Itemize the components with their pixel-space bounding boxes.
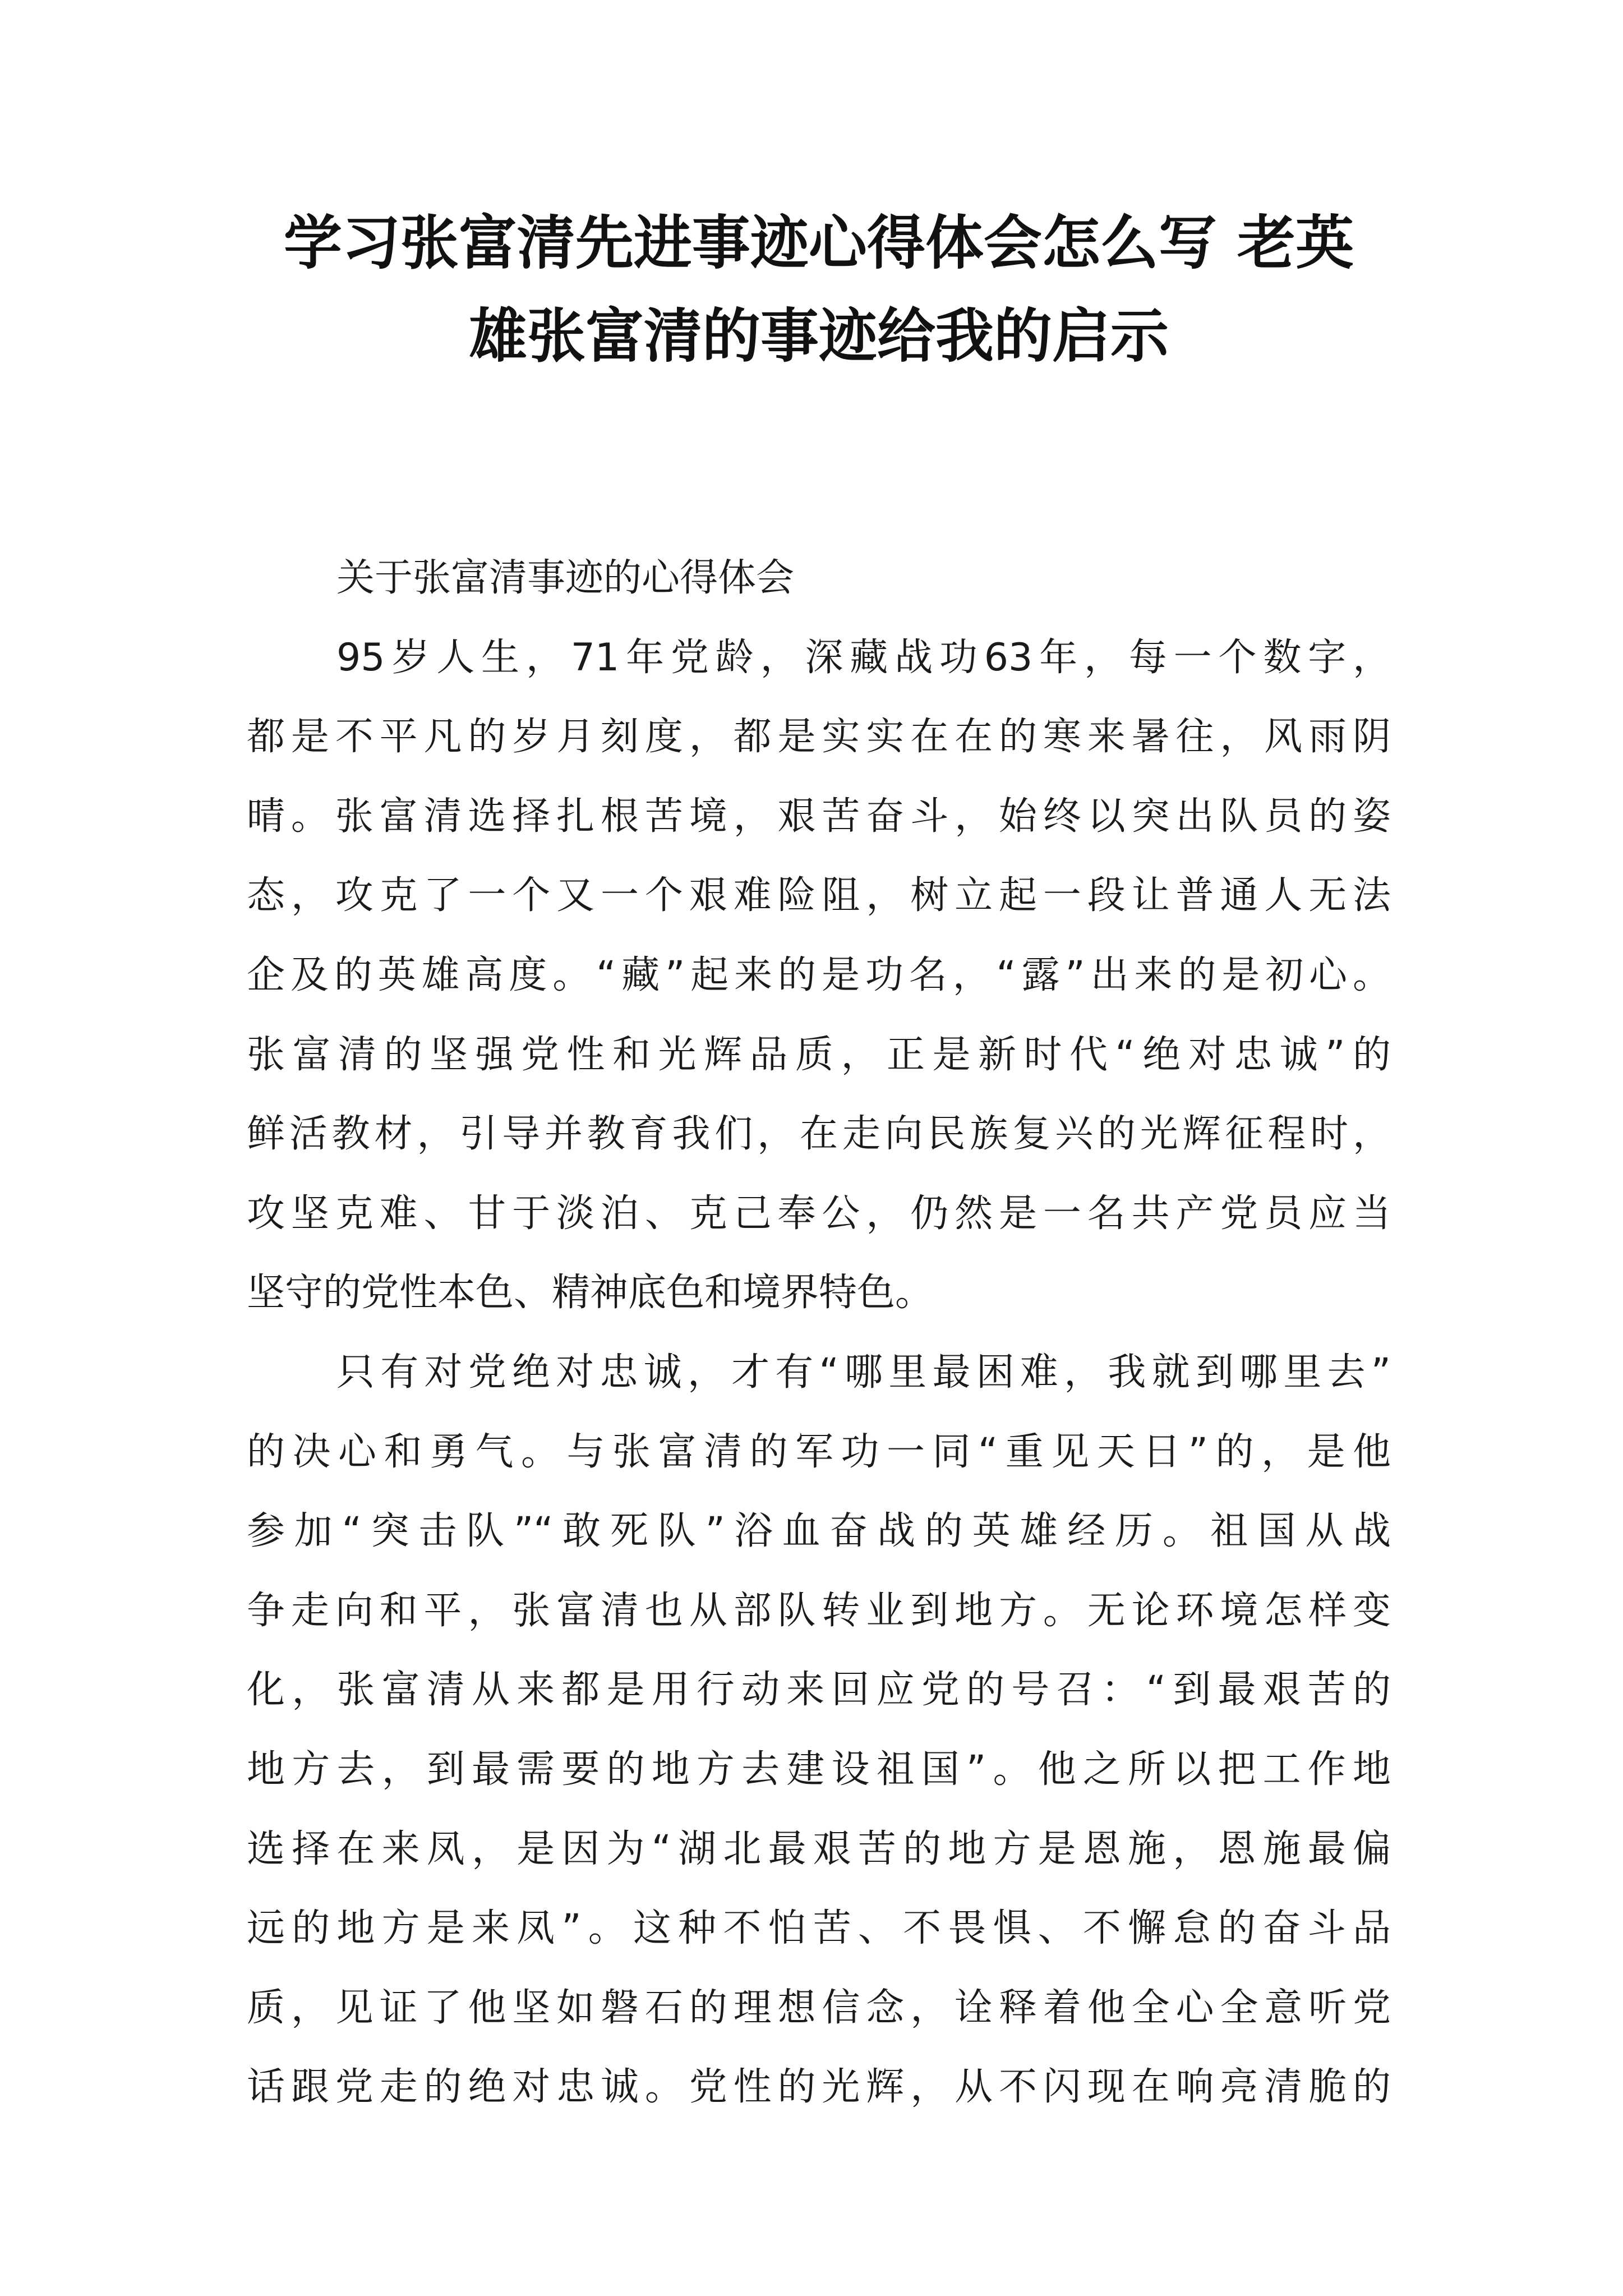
paragraph-line: 化，张富清从来都是用行动来回应党的号召：“到最艰苦的 (247, 1668, 1391, 1713)
paragraph-line: 坚守的党性本色、精神底色和境界特色。 (247, 1271, 934, 1315)
document-title (247, 196, 1391, 383)
paragraph-line: 质，见证了他坚如磐石的理想信念，诠释着他全心全意听党 (247, 1985, 1391, 2030)
paragraph-line: 95岁人生，71年党龄，深藏战功63年，每一个数字， (336, 635, 1391, 680)
paragraph-line: 争走向和平，张富清也从部队转业到地方。无论环境怎样变 (247, 1588, 1391, 1633)
title-line-1: 学习张富清先进事迹心得体会怎么写 老英 (283, 208, 1354, 277)
paragraph-line: 鲜活教材，引导并教育我们，在走向民族复兴的光辉征程时， (247, 1112, 1391, 1157)
paragraph-line: 选择在来凤，是因为“湖北最艰苦的地方是恩施，恩施最偏 (247, 1826, 1391, 1871)
paragraph-2 (247, 1333, 1391, 2127)
paragraph-line: 攻坚克难、甘于淡泊、克己奉公，仍然是一名共产党员应当 (247, 1191, 1391, 1236)
paragraph-line: 态，攻克了一个又一个艰难险阻，树立起一段让普通人无法 (247, 873, 1391, 918)
paragraph-line: 只有对党绝对忠诚，才有“哪里最困难，我就到哪里去” (336, 1350, 1391, 1395)
paragraph-1 (247, 618, 1391, 1333)
subtitle: 关于张富清事迹的心得体会 (336, 556, 795, 600)
paragraph-line: 企及的英雄高度。“藏”起来的是功名，“露”出来的是初心。 (247, 953, 1391, 997)
paragraph-line: 都是不平凡的岁月刻度，都是实实在在的寒来暑往，风雨阴 (247, 715, 1391, 760)
paragraph-line: 参加“突击队”“敢死队”浴血奋战的英雄经历。祖国从战 (247, 1509, 1391, 1554)
paragraph-line: 张富清的坚强党性和光辉品质，正是新时代“绝对忠诚”的 (247, 1032, 1391, 1077)
paragraph-line: 晴。张富清选择扎根苦境，艰苦奋斗，始终以突出队员的姿 (247, 794, 1391, 839)
paragraph-line: 远的地方是来凤”。这种不怕苦、不畏惧、不懈怠的奋斗品 (247, 1906, 1391, 1951)
title-line-2: 雄张富清的事迹给我的启示 (468, 301, 1169, 370)
paragraph-line: 的决心和勇气。与张富清的军功一同“重见天日”的，是他 (247, 1429, 1391, 1474)
paragraph-line: 话跟党走的绝对忠诚。党性的光辉，从不闪现在响亮清脆的 (247, 2065, 1391, 2110)
paragraph-line: 地方去，到最需要的地方去建设祖国”。他之所以把工作地 (247, 1747, 1391, 1792)
document-body (247, 539, 1391, 2127)
